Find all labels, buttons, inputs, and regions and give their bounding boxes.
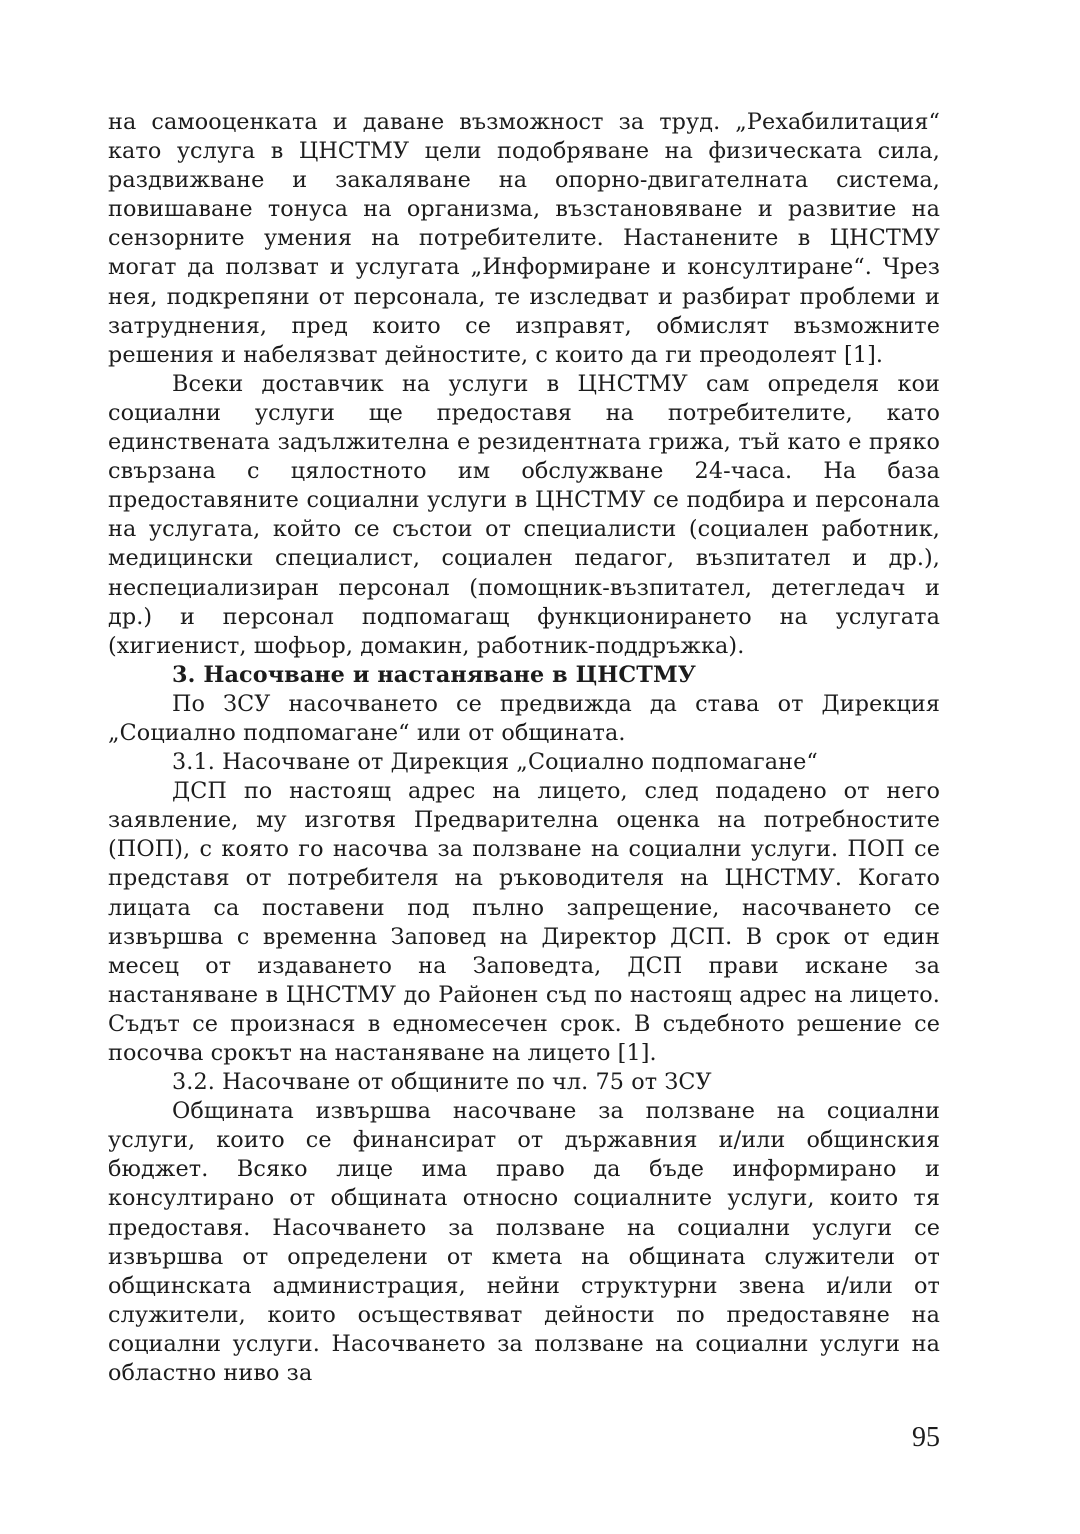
paragraph-providers: Всеки доставчик на услуги в ЦНСТМУ сам определя кои социални услуги ще предоставя на потребителите, като единствената задължителна е резидентната грижа, тъй като е пряко свързана с цялостното им обслужване 24-часа. На база предоставяните социални услуги в ЦНСТМУ се подбира и персонала на услугата, който се състои от специалисти (социален работник, медицински специалист, социален педагог, възпитател и др.), неспециализиран персонал (помощник-възпитател, детегледач и др.) и персонал подпомагащ функционирането на услугата (хигиенист, шофьор, домакин, работник-поддръжка). xyxy=(108,370,940,659)
paragraph-municipality-referral: Общината извършва насочване за ползване на социални услуги, които се финансират от държавния и/или общинския бюджет. Всяко лице има право да бъде информирано и консултирано от общината относно социалните услуги, които тя предоставя. Насочването за ползване на социални услуги се извършва от определени от кмета на общината служители от общинската администрация, нейни структурни звена и/или от служители, които осъществяват дейности по предоставяне на социални услуги. Насочването за ползване на социални услуги на областно ниво за xyxy=(108,1098,940,1387)
page-number: 95 xyxy=(912,1422,940,1453)
section-heading: 3. Насочване и настаняване в ЦНСТМУ xyxy=(172,661,696,688)
page-body xyxy=(108,108,940,1388)
subsection-heading-dsp: 3.1. Насочване от Дирекция „Социално подпомагане“ xyxy=(172,749,818,776)
subsection-heading-municipality: 3.2. Насочване от общините по чл. 75 от ЗСУ xyxy=(172,1069,712,1096)
paragraph-dsp-referral: ДСП по настоящ адрес на лицето, след подадено от него заявление, му изготвя Предварителна оценка на потребностите (ПОП), с която го насочва за ползване на социални услуги. ПОП се представя от потребителя на ръководителя на ЦНСТМУ. Когато лицата са поставени под пълно запрещение, насочването се извършва с временна Заповед на Директор ДСП. В срок от един месец от издаването на Заповедта, ДСП прави искане за настаняване в ЦНСТМУ до Районен съд по настоящ адрес на лицето. Съдът се произнася в едномесечен срок. В съдебното решение се посочва срокът на настаняване на лицето [1]. xyxy=(108,778,940,1066)
paragraph-rehabilitation: на самооценката и даване възможност за труд. „Рехабилитация“ като услуга в ЦНСТМУ цели подобряване на физическата сила, раздвижване и закаляване на опорно-двигателната система, повишаване тонуса на организма, възстановяване и развитие на сензорните умения на потребителите. Настанените в ЦНСТМУ могат да ползват и услугата „Информиране и консултиране“. Чрез нея, подкрепяни от персонала, те изследват и разбират проблеми и затруднения, пред които се изправят, обмислят възможните решения и набелязват дейностите, с които да ги преодолеят [1]. xyxy=(108,109,940,368)
paragraph-referral-intro: По ЗСУ насочването се предвижда да става от Дирекция „Социално подпомагане“ или от общината. xyxy=(108,690,940,746)
